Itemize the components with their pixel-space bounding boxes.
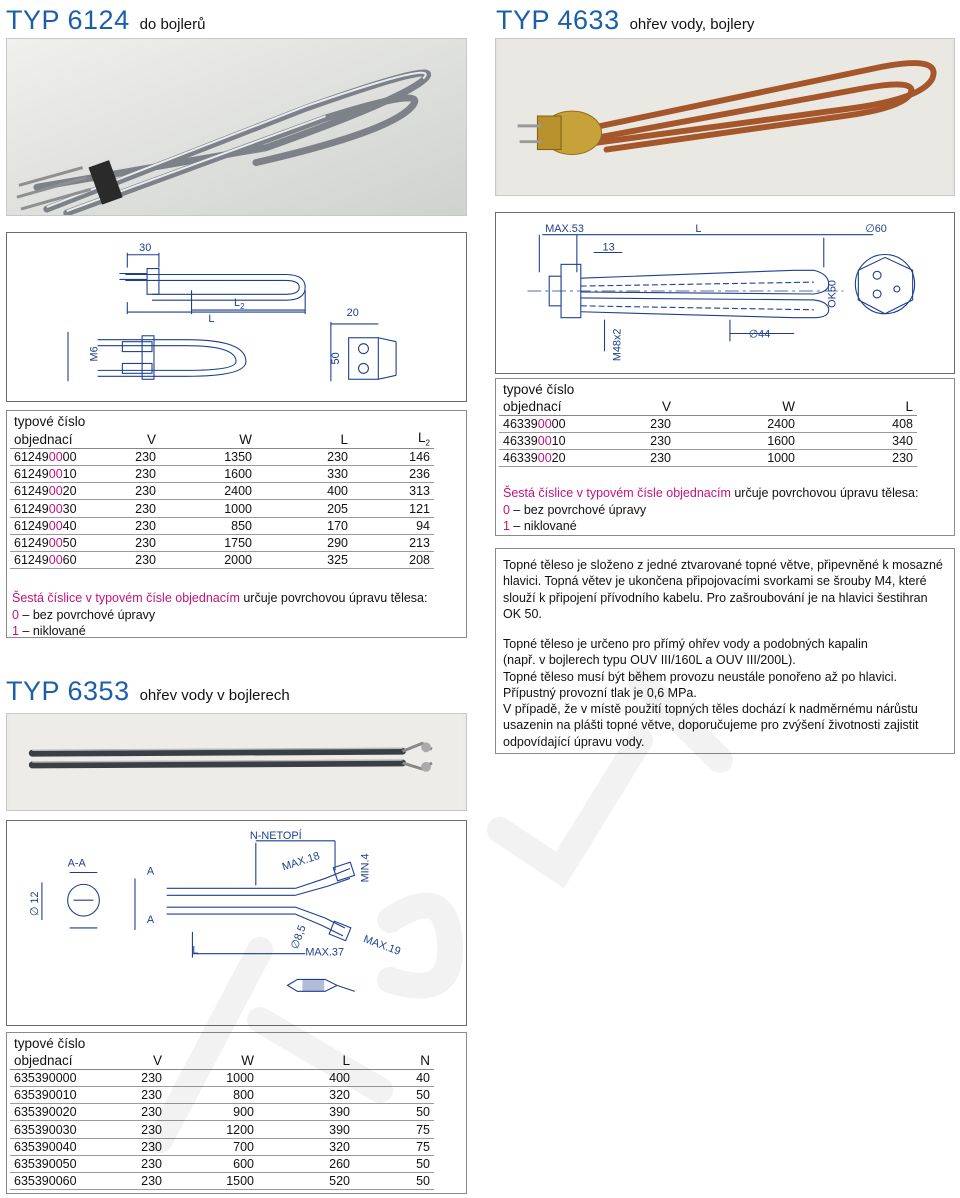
dim-max53: MAX.53	[545, 222, 584, 235]
col-w: W	[166, 1052, 258, 1069]
cell-code	[499, 450, 595, 467]
label-netopi: N-NETOPÍ	[249, 829, 302, 842]
cell-n: 75	[354, 1138, 434, 1155]
typ6353-subtitle: ohřev vody v bojlerech	[139, 687, 290, 704]
cell-code	[10, 483, 102, 500]
cell-w: 1000	[166, 1069, 258, 1086]
cell-n: 75	[354, 1121, 434, 1138]
code-part: 00	[48, 553, 63, 568]
typ6124-subtitle: do bojlerů	[139, 16, 206, 33]
code-part: 00	[537, 416, 552, 431]
cell-l: 390	[258, 1104, 354, 1121]
typ4633-drawing	[495, 212, 955, 374]
typ6353-photo	[6, 713, 467, 811]
cell-w: 1350	[160, 448, 256, 465]
typ4633-title: TYP 4633	[496, 5, 620, 35]
code-part: 61249	[14, 535, 49, 550]
code-part: 00	[48, 518, 63, 533]
col-code: objednací	[10, 1052, 104, 1069]
cell-l: 205	[256, 500, 352, 517]
code-part: 61249	[14, 518, 49, 533]
cell-n: 50	[354, 1173, 434, 1190]
cell-v: 230	[595, 433, 675, 450]
cell-n: 50	[354, 1087, 434, 1104]
code-part: 46339	[503, 416, 538, 431]
cell-l: 325	[256, 552, 352, 569]
typ6124-note: Šestá číslice v typovém čísle objednacím určuje povrchovou úpravu tělesa: 0 – bez povrchové úpravy 1 – niklované	[12, 591, 428, 638]
cell-w: 1750	[160, 534, 256, 551]
col-code: objednací	[10, 430, 102, 448]
code-part: 00	[62, 449, 77, 464]
cell-l: 330	[256, 466, 352, 483]
code-part: 61249	[14, 467, 49, 482]
dim-m48: M48x2	[611, 328, 624, 362]
table-row	[10, 466, 434, 483]
col-code: objednací	[499, 398, 595, 415]
code-part: 46339	[503, 434, 538, 449]
cell-v: 230	[104, 1138, 166, 1155]
cell-w: 800	[166, 1087, 258, 1104]
label-aa: A-A	[67, 857, 86, 870]
cell-w: 1600	[160, 466, 256, 483]
table-row	[10, 448, 434, 465]
code-part: 46339	[503, 451, 538, 466]
table-header-top: typové číslo	[14, 1036, 86, 1052]
cell-v: 230	[104, 1173, 166, 1190]
dim-max37: MAX.37	[305, 946, 345, 959]
dim-13: 13	[602, 241, 615, 254]
code-part: 20	[551, 451, 566, 466]
cell-code: 635390050	[10, 1155, 104, 1172]
cell-code: 635390060	[10, 1173, 104, 1190]
cell-n: 50	[354, 1104, 434, 1121]
cell-w: 1000	[675, 450, 799, 467]
typ4633-desc1: Topné těleso je složeno z jedné ztvarované topné větve, připevněné k mosazné hlavici. Topná větev je ukončena připojovacími svorkami se šrouby M4, které slouží k připojení přívodního kabelu. Pro zašroubování je na hlavici šestihran OK 50.	[503, 558, 943, 621]
cell-w: 850	[160, 517, 256, 534]
cell-w: 600	[166, 1155, 258, 1172]
dim-max19: MAX.19	[361, 933, 403, 958]
cell-l: 260	[258, 1155, 354, 1172]
cell-code	[10, 552, 102, 569]
code-part: 00	[48, 449, 63, 464]
cell-n: 40	[354, 1069, 434, 1086]
typ4633-heading	[496, 5, 754, 36]
table-row	[10, 517, 434, 534]
cell-v: 230	[102, 466, 160, 483]
table-row	[499, 450, 917, 467]
code-part: 61249	[14, 553, 49, 568]
dim-d12: ∅ 12	[28, 891, 41, 917]
code-part: 40	[62, 518, 77, 533]
dim-d85: ∅8,5	[288, 923, 309, 951]
cell-l: 340	[799, 433, 917, 450]
cell-l2: 213	[352, 534, 434, 551]
cell-code	[10, 448, 102, 465]
typ4633-spec-table	[499, 381, 917, 467]
typ4633-photo	[495, 38, 955, 196]
cell-code: 635390030	[10, 1121, 104, 1138]
dim-m6: M6	[88, 346, 101, 362]
table-row	[10, 552, 434, 569]
cell-l: 400	[256, 483, 352, 500]
typ6124-title: TYP 6124	[6, 5, 130, 35]
code-part: 00	[48, 484, 63, 499]
col-l2: $L_2$	[352, 430, 434, 448]
table-row	[499, 415, 917, 432]
code-part: 60	[62, 553, 77, 568]
cell-v: 230	[102, 552, 160, 569]
cell-code	[499, 415, 595, 432]
dim-min4: MIN.4	[359, 853, 372, 883]
table-header-top: typové číslo	[14, 414, 86, 430]
cell-v: 230	[104, 1155, 166, 1172]
cell-l2: 208	[352, 552, 434, 569]
table-row	[10, 1138, 434, 1155]
cell-code: 635390010	[10, 1087, 104, 1104]
cell-v: 230	[102, 517, 160, 534]
code-part: 00	[551, 416, 566, 431]
typ4633-subtitle: ohřev vody, bojlery	[629, 16, 755, 33]
typ4633-note: Šestá číslice v typovém čísle objednacím určuje povrchovou úpravu tělesa: 0 – bez povrchové úpravy 1 – niklované	[503, 486, 919, 533]
code-part: 00	[537, 434, 552, 449]
typ6353-title: TYP 6353	[6, 676, 130, 706]
cell-l: 230	[256, 448, 352, 465]
cell-l2: 146	[352, 448, 434, 465]
dim-l: L	[208, 312, 215, 325]
typ6353-spec-table	[10, 1035, 434, 1190]
cell-code: 635390000	[10, 1069, 104, 1086]
table-row	[10, 1155, 434, 1172]
cell-w: 2400	[160, 483, 256, 500]
cell-w: 2000	[160, 552, 256, 569]
code-part: 00	[48, 535, 63, 550]
cell-v: 230	[595, 450, 675, 467]
code-part: 61249	[14, 484, 49, 499]
code-part: 20	[62, 484, 77, 499]
cell-v: 230	[102, 448, 160, 465]
typ6124-drawing	[6, 232, 467, 402]
cell-v: 230	[102, 483, 160, 500]
cell-n: 50	[354, 1155, 434, 1172]
code-part: 10	[551, 434, 566, 449]
code-part: 61249	[14, 449, 49, 464]
cell-l: 170	[256, 517, 352, 534]
code-part: 00	[48, 501, 63, 516]
table-row	[10, 1087, 434, 1104]
cell-l: 320	[258, 1087, 354, 1104]
col-l: L	[258, 1052, 354, 1069]
cell-l: 408	[799, 415, 917, 432]
table-header-top: typové číslo	[503, 382, 575, 398]
cell-l2: 94	[352, 517, 434, 534]
cell-v: 230	[104, 1121, 166, 1138]
cell-l: 320	[258, 1138, 354, 1155]
code-part: 50	[62, 535, 77, 550]
dim-l: L	[192, 944, 199, 957]
table-row	[10, 1104, 434, 1121]
cell-code	[10, 500, 102, 517]
cell-l2: 121	[352, 500, 434, 517]
dim-l: L	[695, 222, 702, 235]
col-l: L	[256, 430, 352, 448]
cell-w: 1500	[166, 1173, 258, 1190]
typ6124-heading	[6, 5, 205, 36]
cell-code: 635390040	[10, 1138, 104, 1155]
cell-w: 1200	[166, 1121, 258, 1138]
cell-code	[10, 517, 102, 534]
cell-w: 700	[166, 1138, 258, 1155]
label-a1: A	[146, 865, 155, 878]
cell-w: 900	[166, 1104, 258, 1121]
cell-w: 1000	[160, 500, 256, 517]
typ6353-drawing	[6, 820, 467, 1026]
cell-w: 2400	[675, 415, 799, 432]
cell-l2: 236	[352, 466, 434, 483]
typ6353-heading	[6, 676, 290, 707]
cell-l: 400	[258, 1069, 354, 1086]
cell-v: 230	[102, 500, 160, 517]
dim-50: 50	[329, 352, 342, 365]
cell-code: 635390020	[10, 1104, 104, 1121]
code-part: 61249	[14, 501, 49, 516]
table-row	[10, 500, 434, 517]
table-row	[10, 483, 434, 500]
table-row	[10, 534, 434, 551]
dim-ok50: OK50	[826, 280, 839, 308]
table-row	[10, 1121, 434, 1138]
cell-code	[499, 433, 595, 450]
cell-code	[10, 466, 102, 483]
cell-v: 230	[104, 1069, 166, 1086]
cell-l: 390	[258, 1121, 354, 1138]
cell-l: 520	[258, 1173, 354, 1190]
table-row	[10, 1173, 434, 1190]
cell-v: 230	[595, 415, 675, 432]
dim-20: 20	[346, 307, 359, 320]
col-w: W	[160, 430, 256, 448]
code-part: 30	[62, 501, 77, 516]
cell-v: 230	[104, 1104, 166, 1121]
code-part: 00	[537, 451, 552, 466]
code-part: 00	[48, 467, 63, 482]
col-w: W	[675, 398, 799, 415]
cell-l: 290	[256, 534, 352, 551]
col-v: V	[102, 430, 160, 448]
code-part: 10	[62, 467, 77, 482]
cell-l: 230	[799, 450, 917, 467]
table-row	[499, 433, 917, 450]
dim-max18: MAX.18	[280, 849, 322, 874]
cell-code	[10, 534, 102, 551]
dim-d44: ∅44	[748, 328, 771, 341]
col-n: N	[354, 1052, 434, 1069]
cell-w: 1600	[675, 433, 799, 450]
cell-v: 230	[102, 534, 160, 551]
cell-l2: 313	[352, 483, 434, 500]
typ6124-photo	[6, 38, 467, 216]
cell-v: 230	[104, 1087, 166, 1104]
col-l: L	[799, 398, 917, 415]
col-v: V	[595, 398, 675, 415]
table-row	[10, 1069, 434, 1086]
col-v: V	[104, 1052, 166, 1069]
dim-30: 30	[139, 241, 152, 254]
typ4633-desc2: Topné těleso je určeno pro přímý ohřev vody a podobných kapalin (např. v bojlerech typu OUV III/160L a OUV III/200L). Topné těleso musí být během provozu neustále ponořeno až po hlavici. Přípustný provozní tlak je 0,6 MPa. V případě, že v místě použití topných těles dochází k nadměrnému nárůstu usazenin na plášti topné větve, doporučujeme pro zvýšení životnosti zajistit odpovídající úpravu vody.	[503, 637, 919, 749]
dim-d60: ∅60	[865, 222, 887, 235]
dim-l2: $L_2$	[234, 297, 245, 312]
label-a2: A	[146, 914, 155, 926]
typ6124-spec-table	[10, 413, 434, 569]
